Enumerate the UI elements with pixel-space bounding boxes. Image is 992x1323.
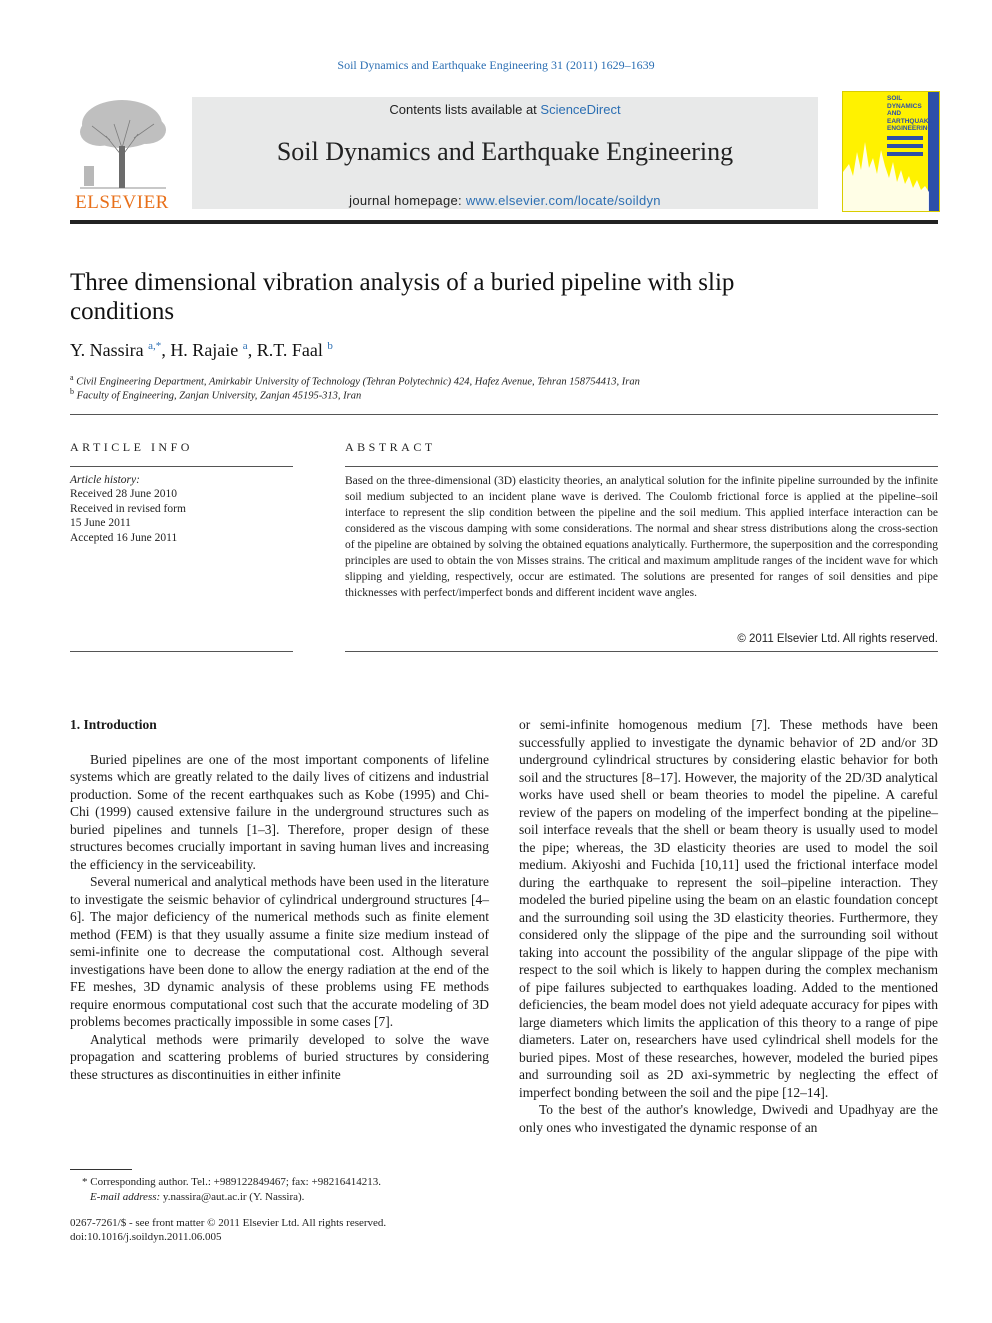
journal-banner (192, 97, 818, 209)
article-info-label: ARTICLE INFO (70, 440, 193, 454)
history-entry: Received 28 June 2010 (70, 488, 177, 501)
homepage-prefix: journal homepage: (349, 193, 466, 208)
contents-line (192, 102, 818, 117)
author-name[interactable]: H. Rajaie (170, 340, 239, 360)
article-info-rule (70, 466, 293, 467)
footnote-rule (70, 1169, 132, 1170)
affiliation-text: Civil Engineering Department, Amirkabir University of Technology (Tehran Polytechnic) 424, Hafez Avenue, Tehran 158754413, Iran (76, 376, 640, 388)
affiliation-mark: a (70, 373, 74, 382)
homepage-link[interactable]: www.elsevier.com/locate/soildyn (465, 193, 661, 208)
author-affiliation-mark[interactable]: b (327, 340, 333, 352)
author-name[interactable]: Y. Nassira (70, 340, 144, 360)
author-affiliation-mark[interactable]: a,* (148, 340, 162, 352)
history-entry: Received in revised form (70, 502, 186, 515)
corresponding-author-note: * Corresponding author. Tel.: +989122849467; fax: +98216414213. (82, 1176, 381, 1188)
body-paragraph: To the best of the author's knowledge, Dwivedi and Upadhyay are the only ones who investigated the dynamic response of an (519, 1102, 938, 1135)
article-title: Three dimensional vibration analysis of a buried pipeline with slip conditions (70, 269, 735, 325)
abstract-label: ABSTRACT (345, 440, 436, 454)
publisher-name: ELSEVIER (75, 192, 169, 213)
body-paragraph: Several numerical and analytical methods have been used in the literature to investigate the seismic behavior of cylindrical underground structures [4–6]. The major deficiency of the numerical methods such as finite element method (FEM) is that they usually assume a finite size medium instead of semi-infinite one to decrease the computational cost. Although several investigations have been done to allow the energy radiation at the end of the FE meshes, 3D dynamic analysis of these problems using FE methods require enormous computational cost such that the accurate modeling of 3D problems becomes practically impossible in some cases [7]. (70, 874, 489, 1029)
affiliation-b (70, 387, 361, 402)
author-separator: , (247, 340, 257, 360)
contents-prefix: Contents lists available at (389, 102, 541, 117)
body-paragraph: Buried pipelines are one of the most important components of lifeline systems which are greatly related to the daily lives of citizens and industrial production. Some of the recent earthquakes such as Kobe (1995) and Chi-Chi (1999) caused extensive failure in the underground structures such as buried pipelines and tunnels [1–3]. Therefore, proper design of these structures becomes crucially important in saving human lives and increasing the efficiency in the serviceability. (70, 751, 489, 872)
running-head[interactable]: Soil Dynamics and Earthquake Engineering 31 (2011) 1629–1639 (337, 58, 655, 72)
section-heading: 1. Introduction (70, 717, 157, 732)
body-column-left (70, 716, 489, 1083)
cover-title-line: SOIL (887, 95, 903, 102)
article-info-rule (70, 651, 293, 652)
history-entry: 15 June 2011 (70, 517, 131, 530)
body-paragraph: Analytical methods were primarily developed to solve the wave propagation and scattering problems of buried structures by considering these structures as discontinuities in either infinite (70, 1031, 489, 1082)
history-label: Article history: (70, 474, 140, 486)
author-name[interactable]: R.T. Faal (256, 340, 323, 360)
affiliation-rule (70, 414, 938, 415)
affiliation-mark: b (70, 387, 74, 396)
author-list (70, 340, 333, 361)
seismogram-graphic-icon (843, 92, 929, 211)
cover-title-line: DYNAMICS (887, 102, 922, 110)
front-matter (70, 1216, 386, 1244)
affiliation-a (70, 373, 640, 388)
homepage-line (192, 193, 818, 208)
footnote (70, 1175, 489, 1205)
history-entry: Accepted 16 June 2011 (70, 531, 178, 544)
abstract-rule (345, 466, 938, 467)
cover-title-line: ENGINEERING (887, 125, 933, 132)
cover-title-line: AND (887, 110, 902, 117)
abstract-text: Based on the three-dimensional (3D) elasticity theories, an analytical solution for the infinite pipeline surrounded by the infinite soil medium subjected to an incident plane wave is derived. The Coulomb frictional force is applied at the pipeline–soil interface to represent the slip condition between the pipeline and the soil medium. This applied interface interaction can be considered as the viscous damping with some considerations. The normal and shear stress distributions along the cross-section of the pipeline are obtained by solving the obtained equations analytically. Furthermore, the superposition and the corresponding principles are used to obtain the von Misses strains. The critical and maximum amplitude ranges of the incident wave for which slipping and yielding, respectively, occur are estimated. The solutions are presented for ranges of soil densities and pipe thicknesses with perfect/imperfect bonds and different incident wave angles. (345, 475, 938, 599)
issn-line: 0267-7261/$ - see front matter © 2011 Elsevier Ltd. All rights reserved. (70, 1217, 387, 1229)
email-note (70, 1190, 489, 1205)
abstract-rule (345, 651, 938, 652)
affiliation-text: Faculty of Engineering, Zanjan University, Zanjan 45195-313, Iran (76, 390, 362, 402)
header-rule (70, 220, 938, 224)
body-paragraph: or semi-infinite homogenous medium [7]. These methods have been successfully applied to investigate the dynamic behavior of 2D and/or 3D underground cylindrical structures by considering elastic behavior for both soil and the structures [8–17]. However, the majority of the 2D/3D analytical works have used shell or beam theories to model the pipeline. A careful review of the papers on modeling of the imperfect bonding at the pipeline–soil interface reveals that the shell or beam theory is usually used to model the pipe; whereas, the 3D elasticity theories are used to model the soil medium. Akiyoshi and Fuchida [10,11] used the frictional interface model during the earthquake to represent the soil–pipeline interaction. They modeled the buried pipeline using the beam on an elastic foundation concept and the surrounding soil using the 3D elasticity theories. Furthermore, they considered only the slippage of the pipe and the surrounding soil without taking into account the possibility of the angular slippage of the pipe with respect to the soil which is likely to happen during the complex mechanism of pipe failures subjected to earthquakes loading. Added to the mentioned deficiencies, the beam model does not yield adequate accuracy for pipes with large diameters which limits the application of this theory to a range of pipe diameters. Later on, researchers have used cylindrical shell models for the buried pipes. Most of these researches, however, modeled the buried pipes and surrounding soil as 2D axi-symmetric by neglecting the effect of imperfect bonding between the soil and the pipe [12–14]. (519, 717, 938, 1100)
elsevier-logo (70, 96, 174, 214)
email-label: E-mail address: (90, 1191, 161, 1203)
journal-name: Soil Dynamics and Earthquake Engineering (276, 137, 734, 166)
body-column-right (519, 716, 938, 1136)
copyright-notice: © 2011 Elsevier Ltd. All rights reserved. (737, 633, 938, 645)
article-history (70, 473, 186, 545)
author-affiliation-mark[interactable]: a (242, 340, 248, 352)
sciencedirect-link[interactable]: ScienceDirect (540, 102, 621, 117)
cover-title-line: EARTHQUAKE (887, 117, 933, 125)
doi-link[interactable]: doi:10.1016/j.soildyn.2011.06.005 (70, 1231, 222, 1243)
author-separator: , (161, 340, 171, 360)
email-address[interactable]: y.nassira@aut.ac.ir (Y. Nassira). (160, 1191, 305, 1203)
journal-cover-image[interactable] (842, 91, 940, 212)
